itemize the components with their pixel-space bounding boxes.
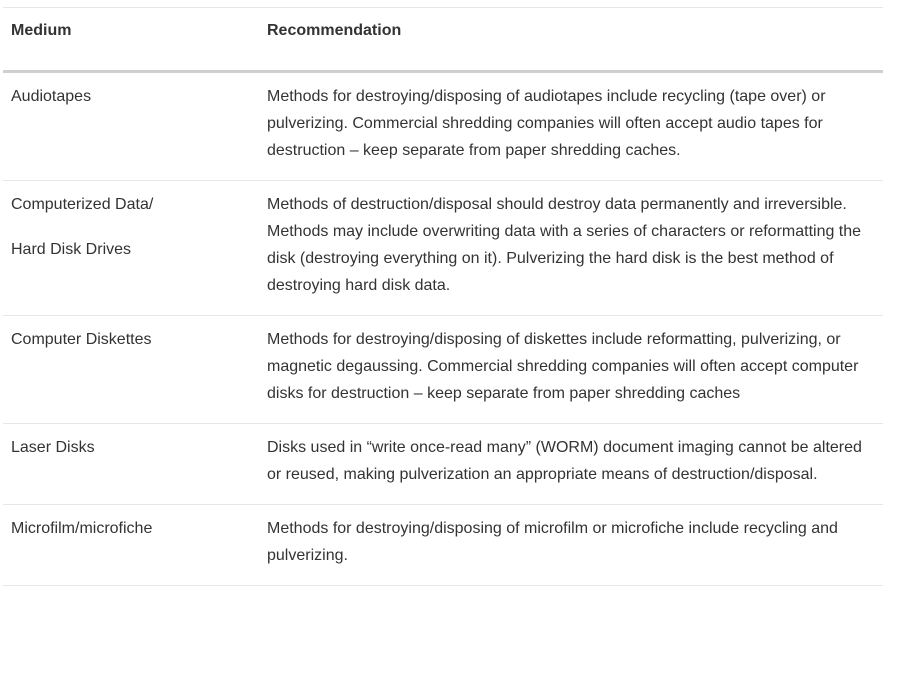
cell-recommendation-laser-disks: Disks used in “write once-read many” (WORM) document imaging cannot be altered or reused, making pulverization an appropriate means of destruction/disposal. bbox=[259, 424, 883, 505]
cell-recommendation-microfilm: Methods for destroying/disposing of microfilm or microfiche include recycling and pulverizing. bbox=[259, 505, 883, 586]
media-disposal-table-container bbox=[3, 7, 883, 586]
cell-recommendation-hard-disk: Methods of destruction/disposal should destroy data permanently and irreversible. Methods may include overwriting data with a series of characters or reformatting the disk (destroying everything on it). Pulverizing the hard disk is the best method of destroying hard disk data. bbox=[259, 181, 883, 316]
cell-medium-audiotapes: Audiotapes bbox=[3, 72, 259, 181]
medium-line-gap bbox=[11, 218, 239, 236]
medium-line-2: Hard Disk Drives bbox=[11, 241, 132, 258]
cell-medium-microfilm: Microfilm/microfiche bbox=[3, 505, 259, 586]
table-row bbox=[3, 505, 883, 586]
cell-medium-diskettes: Computer Diskettes bbox=[3, 316, 259, 424]
table-body bbox=[3, 72, 883, 586]
medium-line-1: Computerized Data/ bbox=[11, 196, 154, 213]
table-row bbox=[3, 72, 883, 181]
cell-recommendation-audiotapes: Methods for destroying/disposing of audiotapes include recycling (tape over) or pulverizing. Commercial shredding companies will often accept audio tapes for destruction – keep separate from paper shredding caches. bbox=[259, 72, 883, 181]
table-row bbox=[3, 316, 883, 424]
header-row bbox=[3, 8, 883, 72]
header-recommendation: Recommendation bbox=[259, 8, 883, 72]
table-row bbox=[3, 424, 883, 505]
table-header bbox=[3, 8, 883, 72]
cell-medium-laser-disks: Laser Disks bbox=[3, 424, 259, 505]
media-disposal-table bbox=[3, 7, 883, 586]
table-row bbox=[3, 181, 883, 316]
cell-medium-hard-disk bbox=[3, 181, 259, 316]
cell-recommendation-diskettes: Methods for destroying/disposing of diskettes include reformatting, pulverizing, or magnetic degaussing. Commercial shredding companies will often accept computer disks for destruction – keep separate from paper shredding caches bbox=[259, 316, 883, 424]
header-medium: Medium bbox=[3, 8, 259, 72]
